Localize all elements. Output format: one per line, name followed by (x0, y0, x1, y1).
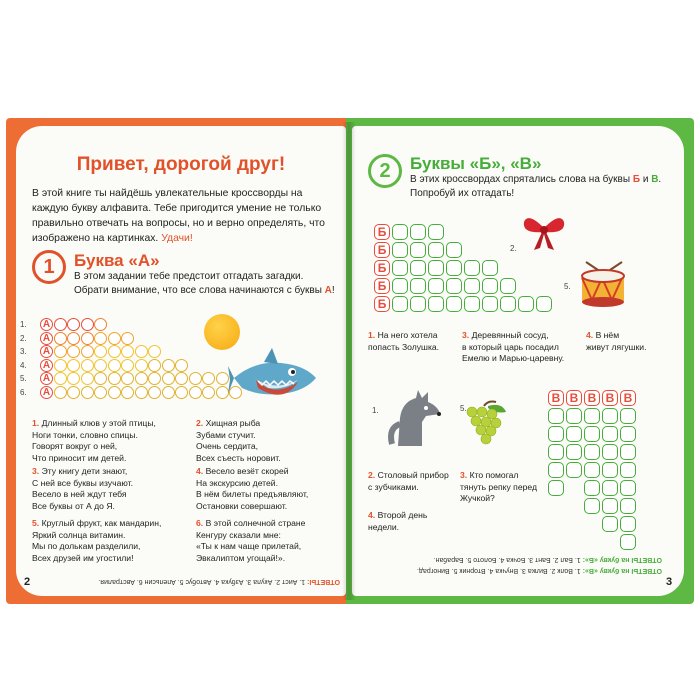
riddle-number: 3. (32, 466, 40, 476)
crossword-cell[interactable] (216, 386, 229, 399)
answers-label-b: ОТВЕТЫ на букву «Б»: (582, 556, 662, 563)
crossword-cell[interactable] (602, 462, 618, 478)
clue-text: Кто помогал тянуть репку перед Жучкой? (460, 470, 538, 504)
crossword-cell[interactable] (175, 372, 188, 385)
answers-label: ОТВЕТЫ: (307, 578, 340, 585)
crossword-cell[interactable] (216, 372, 229, 385)
riddle-4 (196, 466, 336, 512)
crossword-cell[interactable] (518, 296, 534, 312)
section-text-body: В этих кроссвордах спрятались слова на буквы (410, 174, 631, 185)
crossword-letter-cell: Б (374, 224, 390, 240)
section-text-body: В этом задании тебе предстоит отгадать загадки. Обрати внимание, что все слова начинаются с буквы (74, 271, 322, 296)
crossword-cell[interactable] (620, 462, 636, 478)
crossword-cell[interactable] (121, 359, 134, 372)
crossword-cell[interactable] (94, 386, 107, 399)
crossword-letter-cell: В (602, 390, 618, 406)
crossword-letter-cell: Б (374, 242, 390, 258)
answers-text: 1. Аист 2. Акула 3. Азбука 4. Автобус 5. Апельсин 6. Австралия. (98, 578, 306, 585)
clue-v-3 (460, 470, 560, 505)
clue-b-4 (586, 330, 672, 353)
crossword-cell[interactable] (584, 480, 600, 496)
crossword-cell[interactable] (428, 296, 444, 312)
crossword-cell[interactable] (620, 516, 636, 532)
clue-b-1 (368, 330, 452, 353)
crossword-letter-cell: В (566, 390, 582, 406)
section-letter: А (324, 285, 332, 296)
crossword-cell[interactable] (175, 386, 188, 399)
crossword-cell[interactable] (602, 426, 618, 442)
crossword-cell[interactable] (54, 345, 67, 358)
clue-text: На него хотела попасть Золушка. (368, 330, 440, 352)
crossword-letter-cell: А (40, 345, 53, 358)
crossword-cell[interactable] (81, 386, 94, 399)
crossword-cell[interactable] (202, 386, 215, 399)
crossword-letter-cell: Б (374, 278, 390, 294)
crossword-letter-cell: Б (374, 260, 390, 276)
clue-text: Второй день недели. (368, 510, 428, 532)
image-label-5b: 5. (460, 404, 467, 413)
crossword-cell[interactable] (584, 426, 600, 442)
clue-number: 3. (462, 330, 470, 340)
section-title: Буква «А» (74, 251, 160, 270)
crossword-cell[interactable] (464, 296, 480, 312)
crossword-cell[interactable] (602, 408, 618, 424)
riddle-5 (32, 518, 182, 564)
crossword-cell[interactable] (162, 386, 175, 399)
crossword-cell[interactable] (148, 386, 161, 399)
crossword-cell[interactable] (620, 426, 636, 442)
riddle-number: 6. (196, 518, 204, 528)
crossword-cell[interactable] (54, 359, 67, 372)
answers-label-v: ОТВЕТЫ на букву «В»: (582, 567, 662, 574)
crossword-cell[interactable] (81, 359, 94, 372)
crossword-cell[interactable] (148, 372, 161, 385)
intro-text: В этой книге ты найдёшь увлекательные кроссворды на каждую букву алфавита. Тебе пригодится умение не только правильно отвечать на вопросы, но и верно определять, что изображено на картинках. (32, 188, 325, 244)
crossword-cell[interactable] (148, 359, 161, 372)
crossword-cell[interactable] (94, 372, 107, 385)
crossword-cell[interactable] (175, 359, 188, 372)
crossword-cell[interactable] (566, 462, 582, 478)
clue-text: Деревянный сосуд, в который царь посадил Емелю и Марью-царевну. (462, 330, 565, 364)
image-label-5: 5. (564, 282, 571, 291)
crossword-cell[interactable] (602, 444, 618, 460)
crossword-cell[interactable] (482, 260, 498, 276)
crossword-cell[interactable] (566, 408, 582, 424)
crossword-letter-cell: В (620, 390, 636, 406)
grapes-image (462, 398, 512, 448)
crossword-cell[interactable] (584, 462, 600, 478)
riddle-text: Весело везёт скорей На экскурсию детей. В нём билеты предъявляют, Остановки совершают. (196, 466, 309, 511)
row-number: 3. (20, 347, 27, 356)
crossword-cell[interactable] (620, 480, 636, 496)
crossword-cell[interactable] (602, 516, 618, 532)
crossword-cell[interactable] (67, 386, 80, 399)
riddle-text: Эту книгу дети знают, С ней все буквы изучают. Весело в ней ждут тебя Все буквы от А до Я. (32, 466, 133, 511)
crossword-cell[interactable] (392, 224, 408, 240)
crossword-cell[interactable] (148, 345, 161, 358)
riddle-text: Круглый фрукт, как мандарин, Яркий солнца витамин. Мы по долькам разделили, Всех друзей им угостили! (32, 518, 162, 563)
crossword-cell[interactable] (584, 444, 600, 460)
crossword-cell[interactable] (54, 318, 67, 331)
crossword-cell[interactable] (189, 386, 202, 399)
crossword-letter-cell: В (584, 390, 600, 406)
riddle-text: Хищная рыба Зубами стучит. Очень сердита, Всех съесть норовит. (196, 418, 281, 463)
crossword-cell[interactable] (584, 408, 600, 424)
crossword-cell[interactable] (108, 345, 121, 358)
crossword-cell[interactable] (108, 359, 121, 372)
crossword-cell[interactable] (135, 345, 148, 358)
crossword-cell[interactable] (94, 332, 107, 345)
riddle-number: 4. (196, 466, 204, 476)
riddle-text: Длинный клюв у этой птицы, Ноги тонки, словно спицы. Говорят вокруг о ней, Что приносит им детей. (32, 418, 156, 463)
crossword-cell[interactable] (94, 318, 107, 331)
drum-image (578, 260, 628, 308)
crossword-cell[interactable] (94, 359, 107, 372)
crossword-cell[interactable] (81, 372, 94, 385)
clue-text: В нём живут лягушки. (586, 330, 647, 352)
crossword-cell[interactable] (202, 372, 215, 385)
crossword-cell[interactable] (108, 332, 121, 345)
clue-v-4 (368, 510, 458, 533)
crossword-cell[interactable] (410, 242, 426, 258)
image-label-2: 2. (510, 244, 517, 253)
crossword-cell[interactable] (428, 242, 444, 258)
crossword-letter-cell: Б (374, 296, 390, 312)
crossword-letter-cell: А (40, 359, 53, 372)
crossword-cell[interactable] (67, 318, 80, 331)
crossword-cell[interactable] (162, 372, 175, 385)
crossword-cell[interactable] (602, 498, 618, 514)
crossword-cell[interactable] (548, 444, 564, 460)
riddle-text: В этой солнечной стране Кенгуру сказали мне: «Ты к нам чаще прилетай, Эвкалиптом угощай!». (196, 518, 306, 563)
wolf-image (388, 388, 442, 448)
crossword-cell[interactable] (548, 426, 564, 442)
riddle-number: 2. (196, 418, 204, 428)
crossword-cell[interactable] (392, 242, 408, 258)
section-text-second: Попробуй их отгадать! (410, 188, 515, 199)
crossword-cell[interactable] (54, 372, 67, 385)
crossword-cell[interactable] (446, 242, 462, 258)
crossword-cell[interactable] (500, 278, 516, 294)
clue-b-3 (462, 330, 582, 365)
intro-highlight: Удачи! (161, 233, 193, 244)
crossword-cell[interactable] (81, 332, 94, 345)
crossword-letter-cell: А (40, 332, 53, 345)
crossword-cell[interactable] (67, 332, 80, 345)
bow-image (522, 212, 566, 252)
page-number: 3 (666, 576, 673, 588)
page-right (352, 126, 684, 596)
crossword-cell[interactable] (67, 372, 80, 385)
page-left (16, 126, 346, 596)
crossword-cell[interactable] (428, 260, 444, 276)
crossword-cell[interactable] (81, 345, 94, 358)
crossword-cell[interactable] (392, 278, 408, 294)
clue-number: 1. (368, 330, 376, 340)
crossword-cell[interactable] (392, 260, 408, 276)
crossword-cell[interactable] (94, 345, 107, 358)
row-number: 4. (20, 360, 27, 370)
crossword-cell[interactable] (189, 372, 202, 385)
section-text: В этом задании тебе предстоит отгадать загадки. Обрати внимание, что все слова начинаются с буквы А! (74, 271, 335, 296)
crossword-cell[interactable] (410, 296, 426, 312)
riddle-number: 1. (32, 418, 40, 428)
crossword-cell[interactable] (482, 278, 498, 294)
crossword-cell[interactable] (464, 260, 480, 276)
clue-text: Столовый прибор с зубчиками. (368, 470, 449, 492)
crossword-cell[interactable] (410, 224, 426, 240)
crossword-cell[interactable] (54, 332, 67, 345)
riddle-3 (32, 466, 182, 512)
crossword-cell[interactable] (446, 296, 462, 312)
crossword-cell[interactable] (67, 359, 80, 372)
riddle-number: 5. (32, 518, 40, 528)
crossword-cell[interactable] (67, 345, 80, 358)
book-spine (342, 122, 356, 600)
riddle-1 (32, 418, 182, 464)
crossword-cell[interactable] (446, 260, 462, 276)
crossword-cell[interactable] (410, 260, 426, 276)
crossword-cell[interactable] (446, 278, 462, 294)
crossword-cell[interactable] (620, 444, 636, 460)
crossword-cell[interactable] (410, 278, 426, 294)
answers-text-b: 1. Бал 2. Бант 3. Бочка 4. Болото 5. Барабан. (433, 556, 581, 563)
crossword-cell[interactable] (548, 408, 564, 424)
clue-number: 4. (368, 510, 376, 520)
orange-fruit-image (204, 314, 240, 350)
crossword-cell[interactable] (135, 359, 148, 372)
crossword-cell[interactable] (620, 408, 636, 424)
crossword-cell[interactable] (108, 386, 121, 399)
clue-number: 4. (586, 330, 594, 340)
crossword-letter-cell: А (40, 372, 53, 385)
crossword-cell[interactable] (428, 278, 444, 294)
crossword-cell[interactable] (121, 372, 134, 385)
answers-line (50, 578, 340, 585)
crossword-cell[interactable] (428, 224, 444, 240)
crossword-letter-cell: А (40, 386, 53, 399)
crossword-cell[interactable] (566, 444, 582, 460)
crossword-cell[interactable] (602, 480, 618, 496)
section-number-badge: 1 (32, 250, 66, 284)
letter-b: Б (632, 174, 641, 185)
conjunction: и (642, 174, 649, 185)
crossword-letter-cell: В (548, 390, 564, 406)
answers-block (362, 546, 662, 576)
crossword-cell[interactable] (81, 318, 94, 331)
row-number: 2. (20, 333, 27, 343)
answers-text-v: 1. Волк 2. Вилка 3. Внучка 4. Вторник 5. Виноград. (416, 567, 581, 574)
crossword-cell[interactable] (135, 386, 148, 399)
crossword-cell[interactable] (121, 345, 134, 358)
row-number: 1. (20, 320, 27, 329)
section-text: В этих кроссвордах спрятались слова на буквы Б и В. Попробуй их отгадать! (410, 174, 662, 199)
crossword-cell[interactable] (108, 372, 121, 385)
letter-v: В (651, 174, 659, 185)
image-label-1: 1. (372, 406, 379, 415)
crossword-cell[interactable] (392, 296, 408, 312)
crossword-cell[interactable] (121, 332, 134, 345)
section-number-badge: 2 (368, 154, 402, 188)
crossword-letter-cell: А (40, 318, 53, 331)
crossword-cell[interactable] (121, 386, 134, 399)
crossword-cell[interactable] (536, 296, 552, 312)
row-number: 5. (20, 374, 27, 383)
clue-number: 3. (460, 470, 468, 480)
crossword-cell[interactable] (620, 498, 636, 514)
crossword-cell[interactable] (135, 372, 148, 385)
clue-number: 2. (368, 470, 376, 480)
riddle-2 (196, 418, 336, 464)
crossword-cell[interactable] (54, 386, 67, 399)
crossword-cell[interactable] (566, 426, 582, 442)
page-title: Привет, дорогой друг! (76, 154, 286, 175)
clue-v-2 (368, 470, 458, 493)
row-number: 6. (20, 387, 27, 397)
page-number: 2 (24, 576, 31, 588)
crossword-cell[interactable] (482, 296, 498, 312)
section-title: Буквы «Б», «В» (410, 154, 542, 173)
shark-image (228, 348, 320, 414)
crossword-cell[interactable] (500, 296, 516, 312)
crossword-cell[interactable] (584, 498, 600, 514)
crossword-cell[interactable] (464, 278, 480, 294)
riddle-6 (196, 518, 342, 564)
crossword-cell[interactable] (162, 359, 175, 372)
